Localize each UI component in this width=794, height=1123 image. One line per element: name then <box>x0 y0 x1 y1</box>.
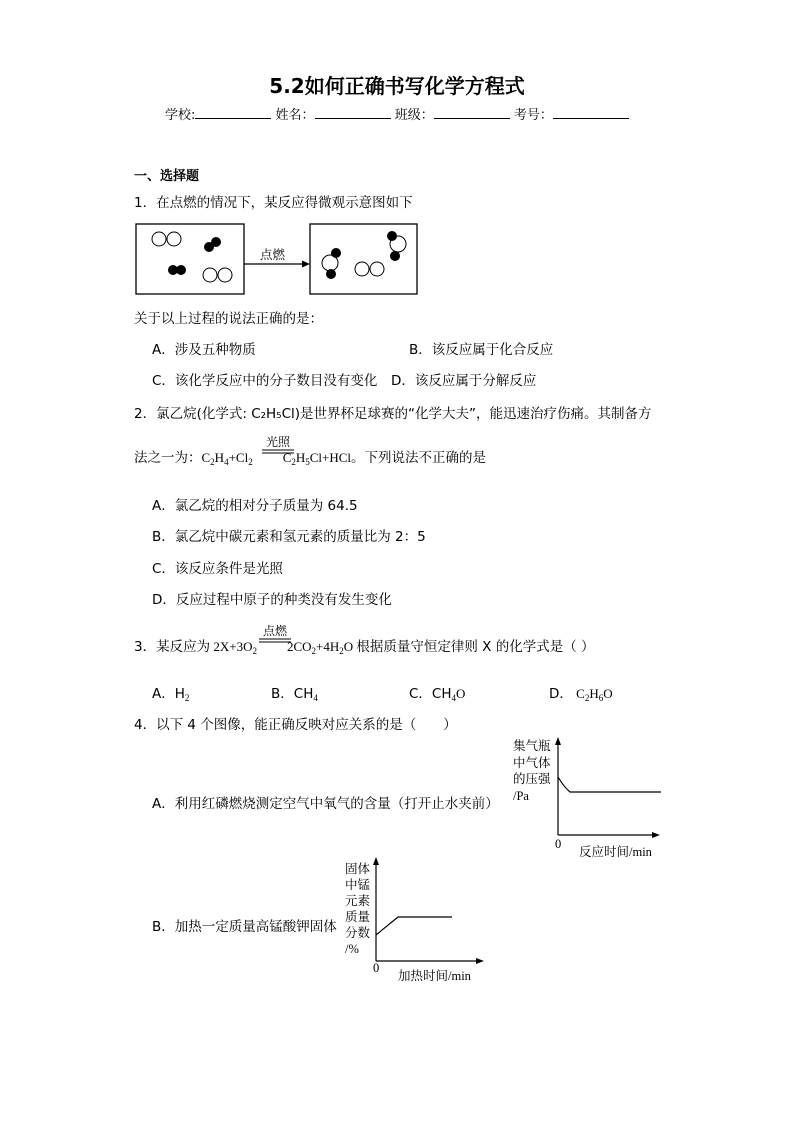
graph-a-ylabel: 集气瓶 中气体 的压强 /Pa <box>513 739 551 803</box>
q1-option-b[interactable]: B．该反应属于化合反应 <box>409 342 554 358</box>
class-blank[interactable] <box>434 106 510 119</box>
q3-products: $2CO_2+4H_2O$ <box>286 639 357 656</box>
graph-b-plot <box>370 855 490 967</box>
page-title: 5.2如何正确书写化学方程式 <box>269 74 525 98</box>
graph-b-xlabel: 加热时间/min <box>398 969 471 983</box>
q1-option-c[interactable]: C．该化学反应中的分子数目没有变化 <box>152 373 378 389</box>
atom-white <box>370 262 384 276</box>
graph-b-ylabel: 固体 中锰 元素 质量 分数 /% <box>345 862 371 956</box>
graph-a-curve <box>558 777 661 792</box>
name-blank[interactable] <box>315 106 391 119</box>
q3-suffix: 根据质量守恒定律则 X 的化学式是（ ） <box>356 639 595 655</box>
q2-option-b[interactable]: B．氯乙烷中碳元素和氢元素的质量比为 2：5 <box>152 529 426 545</box>
atom-white <box>218 268 232 282</box>
q2-reactants: $C_2H_4+Cl_2$ <box>201 450 253 467</box>
q2-equation-line <box>134 446 486 466</box>
atom-white <box>167 232 181 246</box>
atom-white <box>152 232 166 246</box>
q4-option-b[interactable]: B．加热一定质量高锰酸钾固体 <box>152 919 337 935</box>
q2-condition: 光照 <box>265 435 290 449</box>
q2-line2-suffix: 。下列说法不正确的是 <box>351 450 487 466</box>
q3-prefix: 3．某反应为 <box>134 639 211 655</box>
graph-a-plot <box>552 735 664 840</box>
arrow-head <box>302 261 310 268</box>
atom-black <box>326 269 336 279</box>
school-label: 学校: <box>165 108 196 123</box>
q2-option-d[interactable]: D．反应过程中原子的种类没有发生变化 <box>152 592 392 608</box>
q3-reactants: $2X+3O_2$ <box>210 639 257 656</box>
q3-option-a[interactable]: A．$H_2$ <box>152 686 190 703</box>
q2-equals-sign <box>262 449 294 455</box>
q3-equation-line <box>134 635 595 655</box>
atom-black <box>331 248 341 258</box>
q4-stem: 4．以下 4 个图像，能正确反映对应关系的是（ ） <box>134 717 457 733</box>
q3-option-d[interactable]: D． $C_2H_6O$ <box>549 686 613 703</box>
q3-option-b[interactable]: B．$CH_4$ <box>271 686 318 703</box>
atom-white <box>355 262 369 276</box>
q4-option-a[interactable]: A．利用红磷燃烧测定空气中氧气的含量（打开止水夹前） <box>152 796 499 812</box>
number-blank[interactable] <box>553 106 629 119</box>
section-heading: 一、选择题 <box>134 169 200 184</box>
atom-white <box>203 268 217 282</box>
graph-a-y-arrow <box>555 737 561 745</box>
graph-b-origin: 0 <box>373 961 380 975</box>
number-label: 考号： <box>513 108 553 123</box>
atom-black <box>176 265 186 275</box>
student-info-line <box>165 104 629 123</box>
q2-line2-prefix: 法之一为： <box>134 450 202 466</box>
q1-option-d[interactable]: D．该反应属于分解反应 <box>391 373 537 389</box>
graph-b-y-arrow <box>373 857 379 865</box>
q3-condition: 点燃 <box>262 624 287 638</box>
atom-black <box>390 251 400 261</box>
class-label: 班级： <box>394 108 434 123</box>
q2-products: $C_2H_5Cl+HCl$ <box>282 450 352 467</box>
school-blank[interactable] <box>195 106 271 119</box>
graph-a-x-arrow <box>652 832 660 838</box>
atom-black <box>387 231 397 241</box>
q3-equals-sign <box>259 638 291 644</box>
q1-question: 关于以上过程的说法正确的是： <box>134 311 323 327</box>
graph-a-xlabel: 反应时间/min <box>579 845 652 859</box>
q1-arrow-label: 点燃 <box>260 247 286 262</box>
atom-black <box>211 237 221 247</box>
q2-option-a[interactable]: A．氯乙烷的相对分子质量为 64.5 <box>152 498 358 514</box>
name-label: 姓名： <box>275 108 315 123</box>
q2-stem: 2．氯乙烷(化学式: C₂H₅Cl)是世界杯足球赛的“化学大夫”，能迅速治疗伤痛。其制备方 <box>134 406 652 422</box>
graph-b-x-arrow <box>476 958 484 964</box>
q3-option-c[interactable]: C．$CH_4O$ <box>409 686 466 703</box>
q1-option-a[interactable]: A．涉及五种物质 <box>152 342 256 358</box>
graph-a-origin: 0 <box>555 837 562 851</box>
q2-option-c[interactable]: C．该反应条件是光照 <box>152 561 283 577</box>
q1-stem: 1．在点燃的情况下，某反应得微观示意图如下 <box>134 195 413 211</box>
reactants-box <box>136 224 244 294</box>
graph-b-curve <box>376 917 452 935</box>
